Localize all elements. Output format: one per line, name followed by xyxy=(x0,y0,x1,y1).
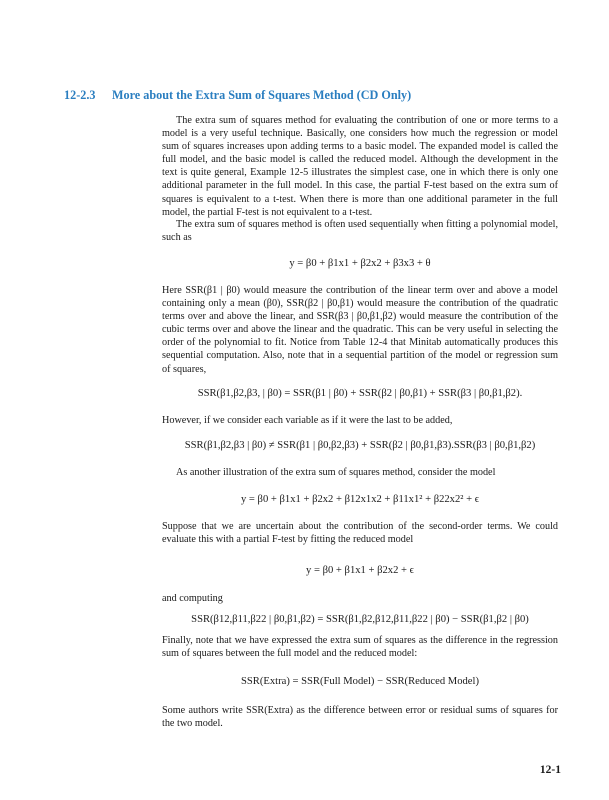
paragraph-4-text: However, if we consider each variable as if it were the last to be added, xyxy=(162,415,453,426)
equation-3: SSR(β1,β2,β3 | β0) ≠ SSR(β1 | β0,β2,β3) + SSR(β2 | β0,β1,β3).SSR(β3 | β0,β1,β2) xyxy=(184,440,536,451)
equation-7: SSR(Extra) = SSR(Full Model) − SSR(Reduced Model) xyxy=(241,676,479,687)
paragraph-9-text: Some authors write SSR(Extra) as the difference between error or residual sums of squares for the two model. xyxy=(162,705,558,730)
equation-6: SSR(β12,β11,β22 | β0,β1,β2) = SSR(β1,β2,β12,β11,β22 | β0) − SSR(β1,β2 | β0) xyxy=(191,614,529,625)
paragraph-8 xyxy=(162,634,558,660)
paragraph-3 xyxy=(162,284,558,376)
paragraph-5-text: As another illustration of the extra sum of squares method, consider the model xyxy=(176,467,496,478)
paragraph-2 xyxy=(162,218,558,244)
equation-5: y = β0 + β1x1 + β2x2 + ϵ xyxy=(306,565,414,576)
paragraph-1 xyxy=(162,114,558,219)
equation-2: SSR(β1,β2,β3, | β0) = SSR(β1 | β0) + SSR(β2 | β0,β1) + SSR(β3 | β0,β1,β2). xyxy=(197,388,523,399)
page-number: 12-1 xyxy=(539,764,561,776)
paragraph-4 xyxy=(162,414,558,427)
paragraph-2-text: The extra sum of squares method is often used sequentially when fitting a polynomial model, such as xyxy=(162,219,558,244)
section-number: 12-2.3 xyxy=(64,88,96,102)
equation-4: y = β0 + β1x1 + β2x2 + β12x1x2 + β11x1² + β22x2² + ϵ xyxy=(240,494,480,505)
paragraph-9 xyxy=(162,704,558,730)
paragraph-8-text: Finally, note that we have expressed the extra sum of squares as the difference in the regression sum of squares between the full model and the reduced model: xyxy=(162,635,558,660)
paragraph-6-text: Suppose that we are uncertain about the contribution of the second-order terms. We could evaluate this with a partial F-test by fitting the reduced model xyxy=(162,521,558,546)
paragraph-1-text: The extra sum of squares method for evaluating the contribution of one or more terms to a model is a very useful technique. Basically, one considers how much the regression or model sum of squares increases upon adding terms to a basic model. The expanded model is called the full model, and the basic model is called the reduced model. Although the development in the text is quite general, Example 12-5 illustrates the simplest case, one in which there is only one additional parameter in the full model. In this case, the partial F-test based on the extra sum of squares is equivalent to a t-test. When there is more than one additional parameter in the full model, the partial F-test is not equivalent to a t-test. xyxy=(162,115,558,218)
section-title: More about the Extra Sum of Squares Method (CD Only) xyxy=(112,88,412,102)
paragraph-7 xyxy=(162,592,558,605)
paragraph-3-text: Here SSR(β1 | β0) would measure the contribution of the linear term over and above a model containing only a mean (β0), SSR(β2 | β0,β1) would measure the contribution of the quadratic terms over and above the linear, and SSR(β3 | β0,β1,β2) would measure the contribution of the cubic terms over and above the linear and the quadratic. This can be very useful in selecting the order of the polynomial to fit. Notice from Table 12-4 that Minitab automatically produces this sequential computation. Also, note that in a sequential partition of the model or regression sum of squares, xyxy=(162,285,558,375)
equation-1: y = β0 + β1x1 + β2x2 + β3x3 + θ xyxy=(289,258,431,269)
section-heading xyxy=(64,88,411,103)
paragraph-7-text: and computing xyxy=(162,593,223,604)
paragraph-6 xyxy=(162,520,558,546)
paragraph-5 xyxy=(162,466,558,479)
